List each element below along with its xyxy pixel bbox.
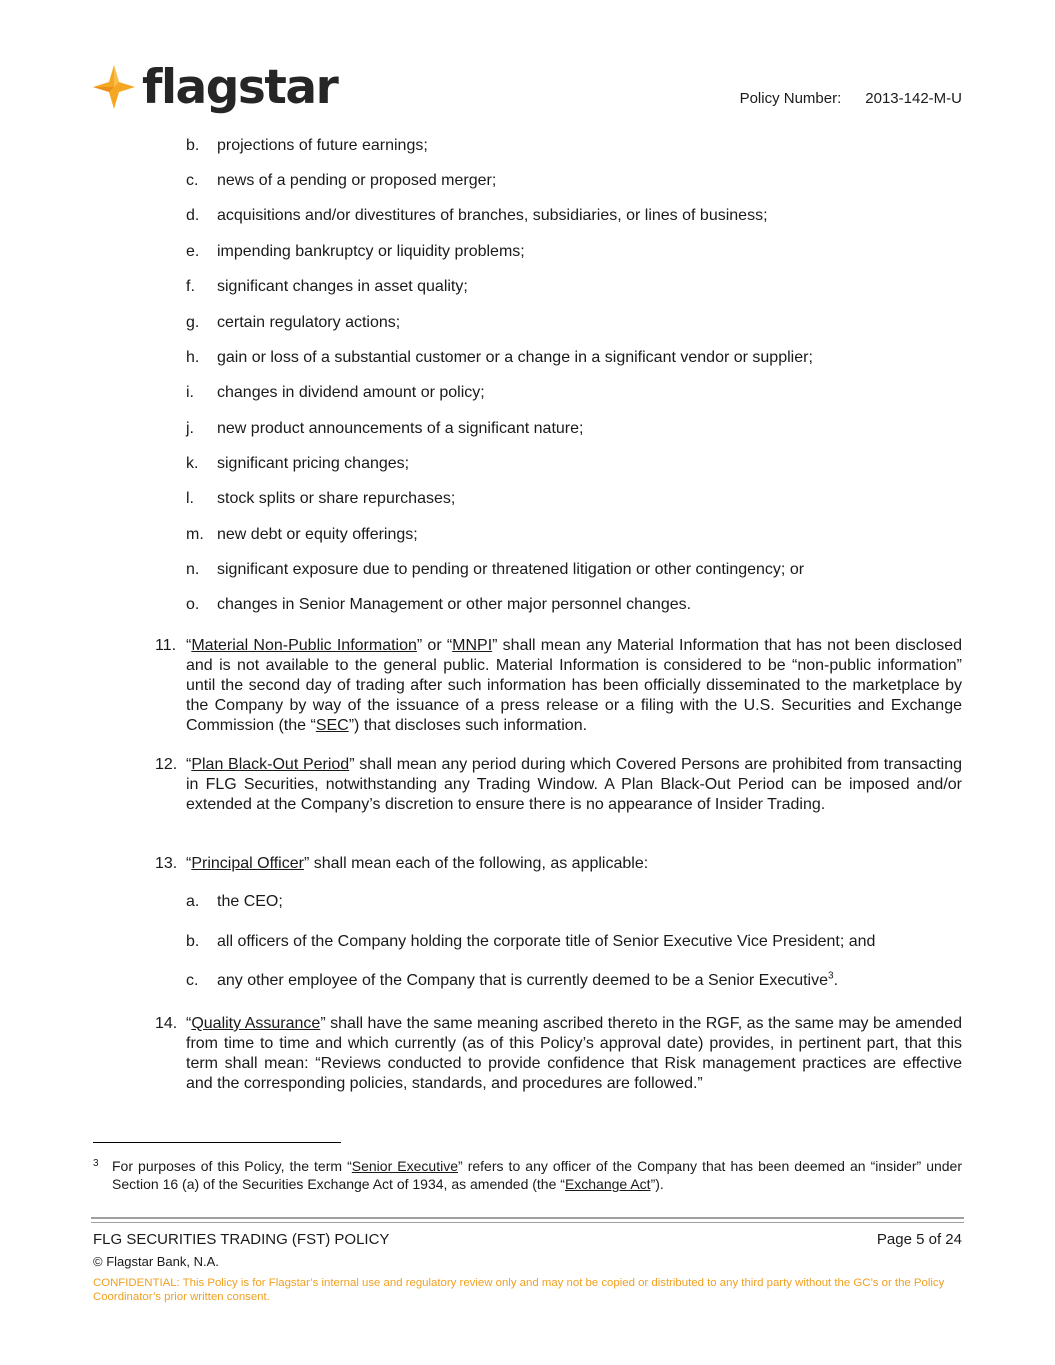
- flagstar-logo: [92, 60, 337, 114]
- flagstar-star-icon: [92, 64, 136, 110]
- defined-term: SEC: [315, 717, 349, 734]
- list-item: f. significant changes in asset quality;: [186, 278, 468, 295]
- logo-wordmark: flagstar: [142, 59, 338, 115]
- list-item: g. certain regulatory actions;: [186, 314, 401, 331]
- list-item: c. news of a pending or proposed merger;: [186, 172, 497, 189]
- footer-divider: [91, 1217, 964, 1219]
- policy-number-label: Policy Number:: [739, 90, 842, 107]
- list-item: b. all officers of the Company holding the corporate title of Senior Executive Vice President; and: [186, 933, 876, 950]
- definition-principal-officer: [155, 854, 962, 874]
- definition-quality-assurance: [155, 1014, 962, 1094]
- item-number: 14.: [155, 1015, 178, 1032]
- policy-number-value: 2013-142-M-U: [865, 90, 962, 107]
- footnote-ref: 3: [828, 970, 834, 982]
- item-number: 12.: [155, 756, 178, 773]
- item-number: 11.: [155, 637, 177, 654]
- confidential-notice: CONFIDENTIAL: This Policy is for Flagstar’s internal use and regulatory review only and may not be copied or distributed to any third party without the GC’s or the Policy Coordinator’s prior written consent.: [93, 1277, 945, 1303]
- defined-term: Principal Officer: [191, 855, 304, 872]
- definition-mnpi: [155, 636, 962, 736]
- footnote-text: For purposes of this Policy, the term “Senior Executive” refers to any officer of the Company that has been deemed an “insider” under Section 16 (a) of the Securities Exchange Act of 1934, as amended (the “Exchange Act”).: [112, 1158, 962, 1192]
- defined-term: Plan Black-Out Period: [191, 756, 350, 773]
- footnote-mark: 3: [93, 1158, 99, 1169]
- list-item: k. significant pricing changes;: [186, 455, 410, 472]
- defined-term: Senior Executive: [351, 1158, 458, 1174]
- definition-plan-black-out-period: [155, 755, 962, 815]
- defined-term: Quality Assurance: [191, 1015, 321, 1032]
- definition-text: “Material Non-Public Information” or “MNPI” shall mean any Material Information that has not been disclosed and is not available to the general public. Material Information is considered to be “non-public information” until the second day of trading after such information has been officially disseminated to the marketplace by the Company by way of the issuance of a press release or a filing with the U.S. Securities and Exchange Commission (the “SEC”) that discloses such information.: [186, 637, 962, 734]
- footnote: [93, 1157, 962, 1193]
- list-item: i. changes in dividend amount or policy;: [186, 384, 485, 401]
- page-number: Page 5 of 24: [876, 1231, 962, 1248]
- list-item: d. acquisitions and/or divestitures of branches, subsidiaries, or lines of business;: [186, 207, 768, 224]
- list-item: b. projections of future earnings;: [186, 137, 428, 154]
- list-item: m. new debt or equity offerings;: [186, 526, 418, 543]
- defined-term: Exchange Act: [564, 1176, 651, 1192]
- list-item: a. the CEO;: [186, 893, 283, 910]
- defined-term: Material Non-Public Information: [191, 637, 417, 654]
- definition-text: “Principal Officer” shall mean each of the following, as applicable:: [186, 855, 649, 872]
- definition-text: “Plan Black-Out Period” shall mean any period during which Covered Persons are prohibited from transacting in FLG Securities, notwithstanding any Trading Window. A Plan Black-Out Period can be imposed and/or extended at the Company’s discretion to ensure there is no appearance of Insider Trading.: [186, 756, 962, 813]
- list-item: j. new product announcements of a significant nature;: [186, 420, 584, 437]
- footnote-separator: [93, 1142, 341, 1143]
- item-number: 13.: [155, 855, 178, 872]
- defined-term: MNPI: [452, 637, 493, 654]
- list-item: e. impending bankruptcy or liquidity problems;: [186, 243, 525, 260]
- list-item: c. any other employee of the Company that is currently deemed to be a Senior Executive$^3$.: [186, 970, 839, 989]
- footer-doc-title: FLG SECURITIES TRADING (FST) POLICY: [93, 1231, 390, 1248]
- copyright: © Flagstar Bank, N.A.: [93, 1254, 219, 1269]
- policy-number: [740, 90, 962, 107]
- definition-text: “Quality Assurance” shall have the same meaning ascribed thereto in the RGF, as the same may be amended from time to time and which currently (as of this Policy’s approval date) provides, in pertinent part, that this term shall mean: “Reviews conducted to provide confidence that Risk management practices are effective and the corresponding policies, standards, and procedures are followed.”: [186, 1015, 963, 1092]
- list-item: n. significant exposure due to pending or threatened litigation or other contingency; or: [186, 561, 805, 578]
- list-item: o. changes in Senior Management or other major personnel changes.: [186, 596, 692, 613]
- list-item: h. gain or loss of a substantial customer or a change in a significant vendor or supplier;: [186, 349, 813, 366]
- list-item: l. stock splits or share repurchases;: [186, 490, 456, 507]
- footer-divider: [91, 1222, 964, 1223]
